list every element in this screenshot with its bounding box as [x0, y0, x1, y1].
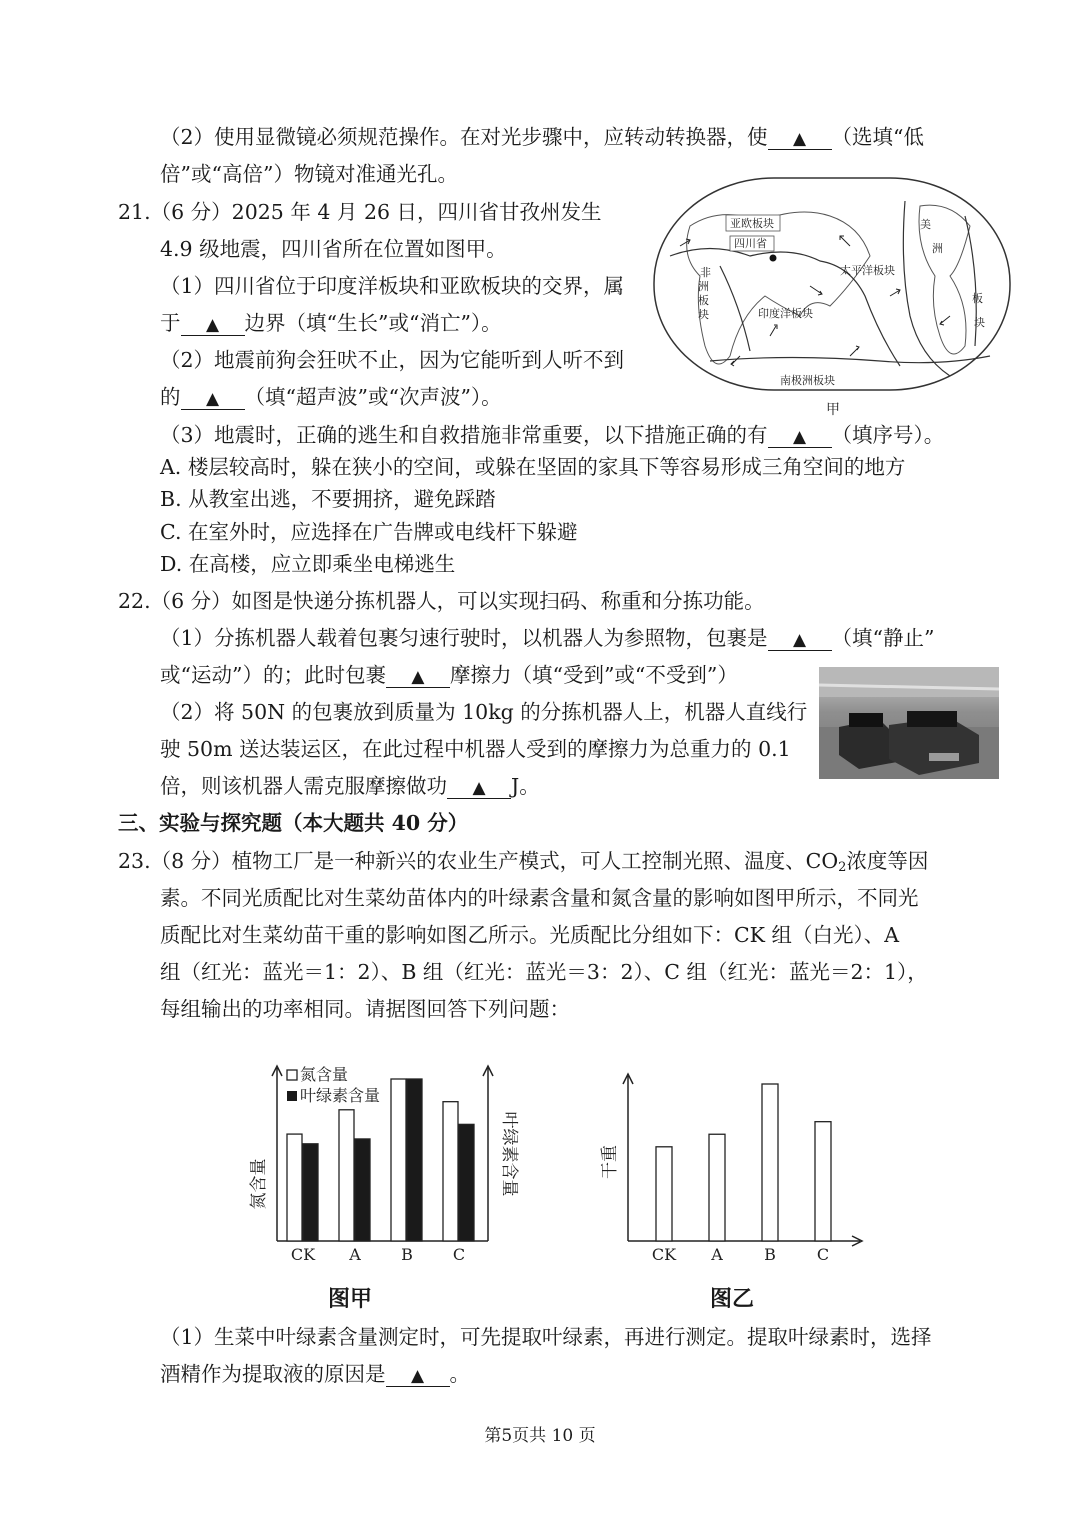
x-tick-label: B [764, 1245, 776, 1264]
label-indian-plate: 印度洋板块 [758, 307, 813, 320]
map-caption: 甲 [826, 402, 840, 418]
bar-dry-weight-a [709, 1134, 725, 1241]
q21-part1-line1: （1）四川省位于印度洋板块和亚欧板块的交界，属 [160, 274, 625, 298]
x-tick-label: CK [290, 1245, 316, 1264]
label-america-plate: 洲 [932, 242, 943, 255]
text: （填序号）。 [831, 423, 945, 447]
plate-motion-arrow [850, 346, 859, 356]
bar-nitrogen-b [391, 1079, 406, 1241]
text: （填“静止” [831, 626, 935, 650]
blank-mark: ▲ [472, 778, 486, 798]
text: 。 [449, 1362, 470, 1386]
text: （3）地震时，正确的逃生和自救措施非常重要，以下措施正确的有 [160, 423, 768, 447]
plate-boundary [710, 356, 990, 363]
legend-label-chlorophyll: 叶绿素含量 [300, 1086, 381, 1105]
q22-header: 22.（6 分）如图是快递分拣机器人，可以实现扫码、称重和分拣功能。 [118, 589, 765, 613]
q23-part1-line2 [160, 1359, 470, 1389]
bar-chlorophyll-c [459, 1124, 474, 1241]
label-eurasia-plate: 亚欧板块 [730, 217, 774, 230]
label-africa-plate: 板 [698, 294, 709, 307]
plate-motion-arrow [890, 289, 900, 296]
q21-part2-line2 [160, 382, 502, 412]
label-antarctic-plate: 南极洲板块 [780, 374, 835, 387]
text: 23.（8 分）植物工厂是一种新兴的农业生产模式，可人工控制光照、温度、CO [118, 849, 839, 873]
label-sichuan: 四川省 [734, 237, 767, 250]
legend-swatch-nitrogen [287, 1070, 297, 1080]
blank-mark: ▲ [410, 1366, 425, 1386]
chart-yi [595, 1066, 870, 1266]
text: （填“超声波”或“次声波”）。 [244, 385, 502, 409]
q21-option-b: B. 从教室出逃，不要拥挤，避免踩踏 [160, 487, 496, 511]
plate-motion-arrow [810, 286, 822, 295]
y-axis-label: 干重 [600, 1145, 620, 1179]
blank-mark: ▲ [411, 667, 425, 687]
q23-line4: 组（红光：蓝光＝1：2）、B 组（红光：蓝光＝3：2）、C 组（红光：蓝光＝2：1）， [160, 960, 928, 984]
bar-dry-weight-c [815, 1122, 831, 1241]
text: 酒精作为提取液的原因是 [160, 1362, 386, 1386]
sichuan-location-dot [770, 255, 777, 262]
label-america-plate: 美 [920, 218, 931, 231]
robot-illustration [819, 667, 999, 779]
text: （选填“低 [831, 125, 925, 149]
label-africa-plate: 非 [700, 266, 711, 279]
y-axis-left-label: 氮含量 [249, 1158, 269, 1210]
q21-part2-line1: （2）地震前狗会狂吠不止，因为它能听到人听不到 [160, 348, 625, 372]
plate-motion-arrow [940, 316, 950, 325]
answer-blank[interactable] [447, 774, 511, 799]
q21-part1-line2 [160, 308, 502, 338]
answer-blank[interactable] [768, 125, 832, 150]
robot-parcel [849, 713, 883, 727]
answer-blank[interactable] [386, 1362, 450, 1387]
bar-nitrogen-ck [287, 1134, 302, 1241]
answer-blank[interactable] [768, 626, 832, 651]
plate-motion-arrow [680, 239, 690, 246]
text: 的 [160, 385, 181, 409]
robot-label [929, 753, 959, 761]
text: （1）分拣机器人载着包裹匀速行驶时，以机器人为参照物，包裹是 [160, 626, 768, 650]
q22-part1-line2 [160, 660, 738, 690]
text: 浓度等因 [846, 849, 929, 873]
bar-nitrogen-a [339, 1110, 354, 1241]
continent-outline [687, 212, 870, 364]
q21-option-a: A. 楼层较高时，躲在狭小的空间，或躲在坚固的家具下等容易形成三角空间的地方 [160, 455, 906, 479]
plate-boundary [720, 266, 750, 351]
blank-mark: ▲ [205, 389, 220, 409]
blank-mark: ▲ [793, 630, 807, 650]
label-pacific-plate: 太平洋板块 [840, 264, 895, 277]
blank-mark: ▲ [205, 315, 220, 335]
robot-parcel [907, 711, 957, 727]
label-africa-plate: 块 [698, 308, 709, 321]
answer-blank[interactable] [181, 385, 245, 410]
q21-option-c: C. 在室外时，应选择在广告牌或电线杆下躲避 [160, 520, 578, 544]
label-africa-plate: 洲 [698, 280, 709, 293]
answer-blank[interactable] [768, 423, 832, 448]
plate-map-figure [650, 176, 1015, 421]
plate-motion-arrow [840, 236, 850, 246]
warehouse-ceiling [819, 667, 999, 697]
legend-swatch-chlorophyll [287, 1091, 297, 1101]
x-tick-label: A [349, 1245, 361, 1264]
q22-part2-line3 [160, 771, 540, 801]
bar-chlorophyll-ck [303, 1144, 318, 1241]
chart-jia [240, 1058, 525, 1273]
x-tick-label: B [401, 1245, 413, 1264]
bar-nitrogen-c [443, 1102, 458, 1241]
q23-line2: 素。不同光质配比对生菜幼苗体内的叶绿素含量和氮含量的影响如图甲所示，不同光 [160, 886, 919, 910]
x-tick-label: C [452, 1245, 466, 1264]
q22-part2-line1: （2）将 50N 的包裹放到质量为 10kg 的分拣机器人上，机器人直线行 [160, 700, 808, 724]
bar-chlorophyll-b [407, 1079, 422, 1241]
y-axis-right-label: 叶绿素含量 [499, 1111, 519, 1197]
answer-blank[interactable] [386, 663, 450, 688]
text: 倍，则该机器人需克服摩擦做功 [160, 774, 447, 798]
subscript: 2 [838, 860, 847, 875]
q23-line1 [118, 846, 928, 883]
q21-line2: 4.9 级地震，四川省所在位置如图甲。 [160, 237, 507, 261]
text: 于 [160, 311, 181, 335]
q23-line5: 每组输出的功率相同。请据图回答下列问题： [160, 997, 570, 1021]
text: J。 [511, 774, 540, 798]
label-america-plate: 块 [974, 316, 985, 329]
blank-mark: ▲ [793, 427, 807, 447]
sorting-robot-photo [819, 667, 999, 779]
chart-jia-title: 图甲 [328, 1286, 373, 1312]
text: 边界（填“生长”或“消亡”）。 [244, 311, 502, 335]
answer-blank[interactable] [181, 311, 245, 336]
blank-mark: ▲ [793, 129, 807, 149]
text: 摩擦力（填“受到”或“不受到”） [449, 663, 738, 687]
q23-line3: 质配比对生菜幼苗干重的影响如图乙所示。光质配比分组如下：CK 组（白光）、A [160, 923, 900, 947]
bar-dry-weight-ck [656, 1147, 672, 1241]
page-footer: 第5页共 10 页 [484, 1426, 596, 1446]
text: 或“运动”）的；此时包裹 [160, 663, 386, 687]
q21-part3 [160, 420, 944, 450]
q20-part2-line1 [160, 122, 924, 152]
q21-header: 21.（6 分）2025 年 4 月 26 日，四川省甘孜州发生 [118, 200, 602, 224]
x-tick-label: A [711, 1245, 723, 1264]
q21-option-d: D. 在高楼，应立即乘坐电梯逃生 [160, 552, 456, 576]
x-tick-label: CK [651, 1245, 677, 1264]
legend-label-nitrogen: 氮含量 [300, 1065, 349, 1084]
q23-part1-line1: （1）生菜中叶绿素含量测定时，可先提取叶绿素，再进行测定。提取叶绿素时，选择 [160, 1325, 932, 1349]
text: （2）使用显微镜必须规范操作。在对光步骤中，应转动转换器，使 [160, 125, 768, 149]
bar-chlorophyll-a [355, 1139, 370, 1241]
chart-yi-title: 图乙 [710, 1286, 755, 1312]
plate-motion-arrow [770, 325, 777, 336]
bar-dry-weight-b [762, 1084, 778, 1241]
label-america-plate: 板 [972, 292, 983, 305]
section-heading: 三、实验与探究题（本大题共 40 分） [118, 811, 469, 835]
q20-part2-line2: 倍”或“高倍”）物镜对准通光孔。 [160, 162, 458, 186]
q22-part2-line2: 驶 50m 送达装运区，在此过程中机器人受到的摩擦力为总重力的 0.1 [160, 737, 791, 761]
q22-part1-line1 [160, 623, 935, 653]
x-tick-label: C [816, 1245, 830, 1264]
plate-motion-arrow [731, 356, 740, 366]
